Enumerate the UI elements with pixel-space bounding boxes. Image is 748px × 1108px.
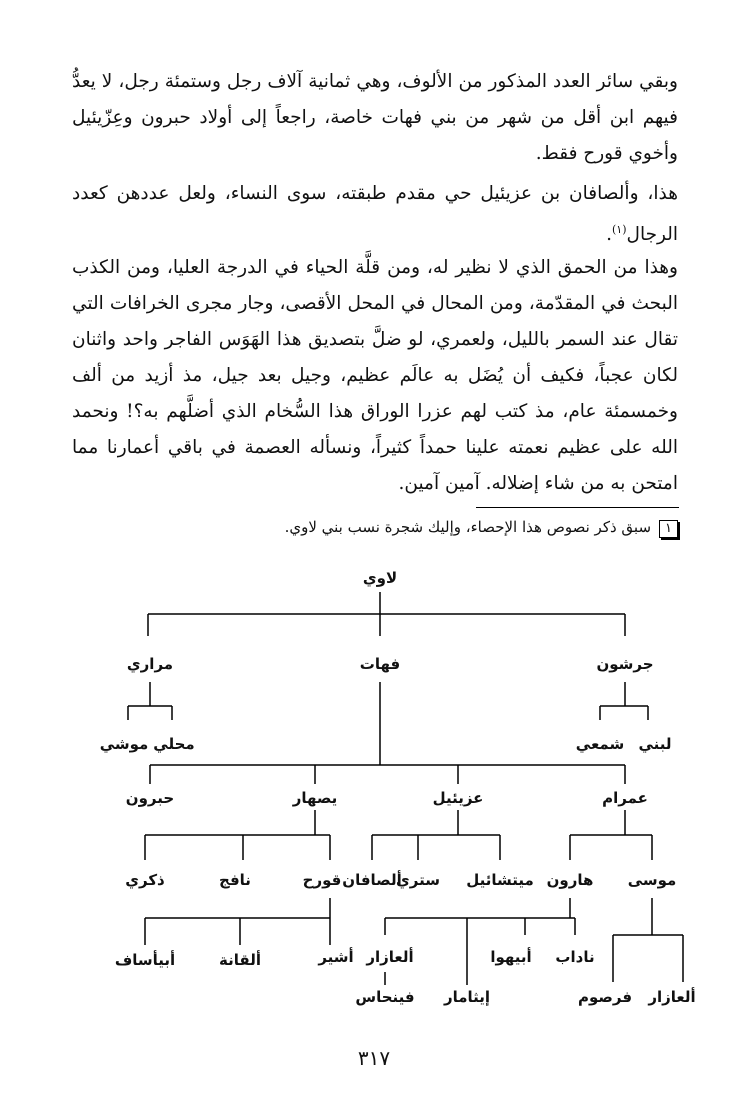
- tree-node-eleazar-son-of-aaron: ألعازار: [366, 948, 414, 966]
- tree-node-mahli: محلي: [153, 735, 195, 753]
- tree-node-aaron: هارون: [546, 871, 594, 889]
- tree-node-libni: لبني: [638, 735, 672, 753]
- tree-node-shimei: شمعي: [575, 735, 625, 753]
- tree-node-levi: لاوي: [362, 569, 398, 587]
- tree-node-abiasaph: أبيأساف: [114, 951, 176, 969]
- tree-node-nadab: ناداب: [555, 948, 595, 966]
- footnote-reference[interactable]: (١): [611, 223, 627, 236]
- tree-node-assir: أشير: [318, 948, 354, 966]
- paragraph-1: وبقي سائر العدد المذكور من الألوف، وهي ثمانية آلاف رجل وستمئة رجل، لا يعدُّ فيهم ابن أقل من شهر من بني فهات خاصة، راجعاً إلى أولاد حبرون وعِزّيئيل وأخوي قورح فقط.: [72, 71, 678, 164]
- tree-node-sithri: ستري: [396, 871, 440, 889]
- tree-node-uzziel: عزيئيل: [432, 789, 484, 807]
- tree-node-eleazar-son-of-moses: ألعازار: [648, 988, 696, 1006]
- tree-node-kohath: فهات: [359, 655, 401, 673]
- page-number: ٣١٧: [357, 1046, 391, 1070]
- tree-node-abihu: أبيهوا: [490, 948, 532, 966]
- paragraph-3: وهذا من الحمق الذي لا نظير له، ومن قلَّة الحياء في الدرجة العليا، ومن الكذب البحث في المقدّمة، ومن المحال في المحل الأقصى، وجار مجرى الخرافات التي تقال عند السمر بالليل، ولعمري، لو ضلَّ بتصديق هذا الهَوَس الفاجر واحد واثنان لكان عجباً، فكيف أن يُضَل به عالَم عظيم، وجيل بعد جيل، مذ أزيد من ألف وخمسمئة عام، مذ كتب لهم عزرا الوراق هذا السُّخام الذي أضلَّهم به؟! ونحمد الله على عظيم نعمته علينا حمداً كثيراً، ونسأله العصمة في باقي أعمارنا مما امتحن به من شاء إضلاله. آمين آمين.: [72, 257, 678, 494]
- tree-node-hebron: حبرون: [125, 789, 175, 807]
- tree-node-nepheg: نافج: [219, 871, 251, 889]
- tree-node-ithamar: إيثامار: [443, 988, 491, 1006]
- footnote-text: سبق ذكر نصوص هذا الإحصاء، وإليك شجرة نسب بني لاوي.: [284, 518, 652, 536]
- tree-node-elzaphan: ألصافان: [342, 871, 402, 889]
- tree-node-moses: موسى: [627, 871, 677, 889]
- tree-node-korah: قورح: [302, 871, 342, 889]
- tree-node-gershon: جرشون: [596, 655, 654, 673]
- tree-node-izhar: يصهار: [292, 789, 338, 807]
- tree-node-mushi: موشي: [99, 735, 149, 753]
- tree-node-phinehas: فينحاس: [355, 988, 415, 1006]
- footnote-number: ١: [659, 520, 678, 538]
- paragraph-2-text: هذا، وألصافان بن عزيئيل حي مقدم طبقته، سوى النساء، ولعل عددهن كعدد الرجال: [72, 183, 678, 246]
- tree-node-amram: عمرام: [602, 789, 648, 807]
- tree-node-gershom: فرصوم: [577, 988, 633, 1006]
- tree-node-elkanah: ألقانة: [219, 951, 261, 969]
- tree-node-zichri: ذكري: [125, 871, 165, 889]
- tree-node-mishael: ميتشائيل: [466, 871, 534, 889]
- tree-node-merari: مراري: [126, 655, 174, 673]
- paragraph-2-period: .: [606, 224, 612, 246]
